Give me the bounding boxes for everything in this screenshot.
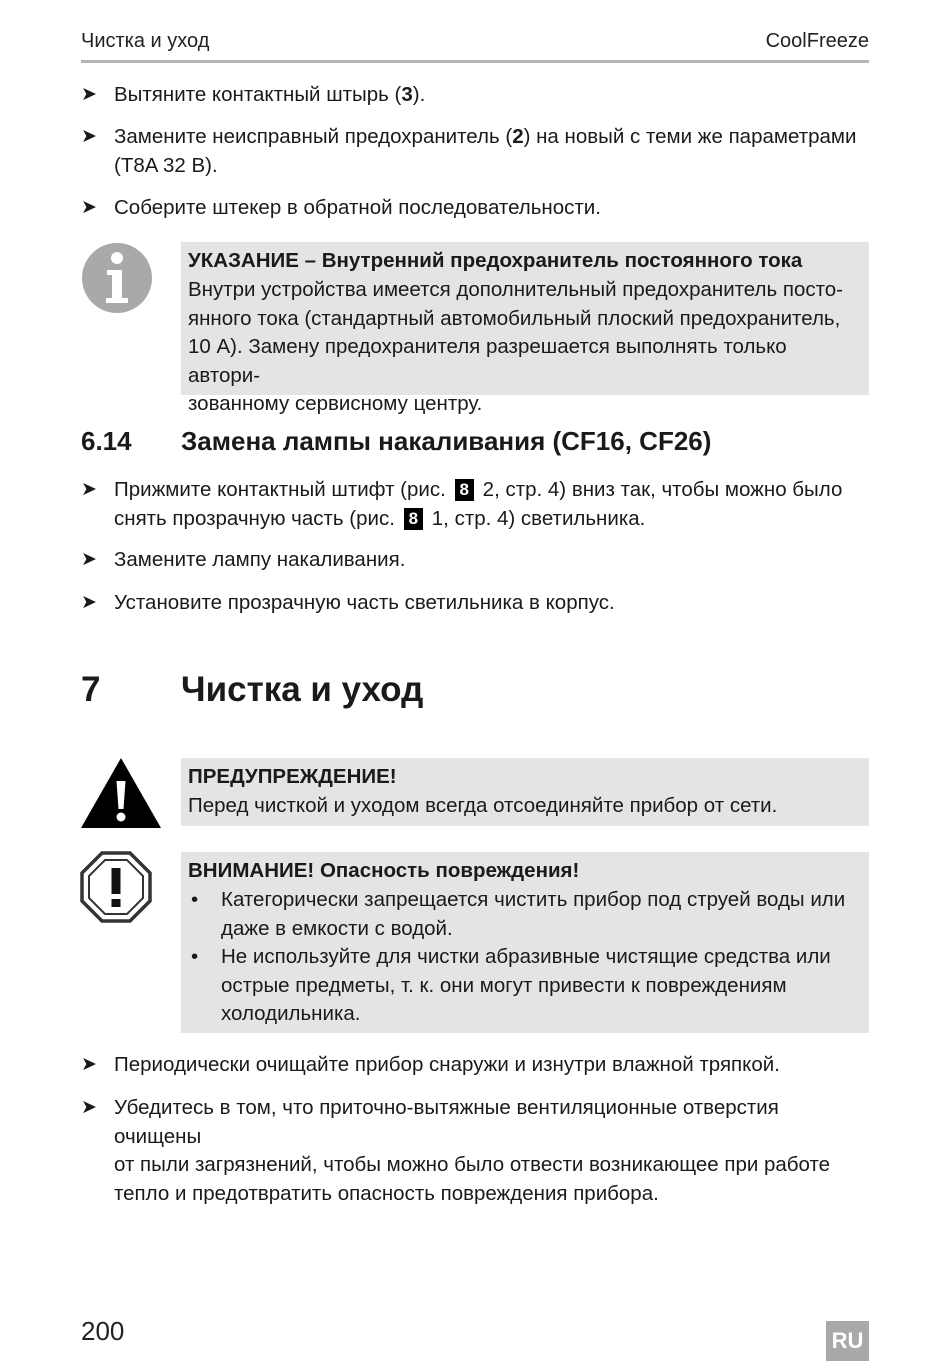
- chapter-title: Чистка и уход: [181, 670, 424, 709]
- figure-ref-badge: 8: [455, 479, 474, 501]
- arrow-icon: ➤: [81, 479, 97, 500]
- note-line: Внутри устройства имеется дополнительный предохранитель посто-: [188, 278, 843, 301]
- step-item: ➤ Замените неисправный предохранитель (2) на новый с теми же параметрами (T8A 32 В).: [81, 125, 857, 177]
- language-badge: RU: [826, 1321, 869, 1361]
- bullet-dot-icon: •: [191, 945, 199, 968]
- arrow-icon: ➤: [81, 84, 97, 105]
- arrow-icon: ➤: [81, 197, 97, 218]
- step-item: ➤ Установите прозрачную часть светильника в корпус.: [81, 589, 871, 618]
- info-icon: [81, 242, 153, 314]
- warning-triangle-icon: [80, 757, 162, 829]
- note-box: [181, 242, 869, 415]
- note-line: янного тока (стандартный автомобильный плоский предохранитель,: [188, 306, 841, 330]
- arrow-icon: ➤: [81, 592, 97, 613]
- arrow-icon: ➤: [81, 1054, 97, 1075]
- warning-text: Перед чисткой и уходом всегда отсоединяйте прибор от сети.: [188, 794, 778, 817]
- note-line: 10 А). Замену предохранителя разрешается выполнять только автори-: [188, 335, 787, 387]
- running-header-brand: CoolFreeze: [765, 30, 869, 52]
- caution-bullet: • Не используйте для чистки абразивные чистящие средства или острые предметы, т. к. они могут привести к повреждениям холодильника.: [191, 945, 831, 1025]
- caution-box: [181, 852, 869, 1033]
- header-rule: [81, 60, 869, 63]
- section-title: Замена лампы накаливания (CF16, CF26): [181, 426, 712, 456]
- warning-title: ПРЕДУПРЕЖДЕНИЕ!: [188, 765, 397, 788]
- bullet-dot-icon: •: [191, 888, 199, 911]
- running-header-section: Чистка и уход: [81, 30, 210, 52]
- warning-box: [181, 758, 869, 826]
- arrow-icon: ➤: [81, 126, 97, 147]
- caution-bullet: • Категорически запрещается чистить прибор под струей воды или даже в емкости с водой.: [191, 888, 846, 940]
- note-title: УКАЗАНИЕ – Внутренний предохранитель постоянного тока: [188, 249, 803, 272]
- step-item: ➤ Замените лампу накаливания.: [81, 546, 871, 575]
- page-number: 200: [81, 1316, 125, 1346]
- figure-ref-badge: 8: [404, 508, 423, 530]
- caution-octagon-icon: [80, 851, 152, 923]
- arrow-icon: ➤: [81, 549, 97, 570]
- arrow-icon: ➤: [81, 1097, 97, 1118]
- section-number: 6.14: [81, 426, 132, 456]
- step-item: ➤ Периодически очищайте прибор снаружи и изнутри влажной тряпкой.: [81, 1051, 871, 1080]
- chapter-number: 7: [81, 670, 101, 709]
- caution-title: ВНИМАНИЕ! Опасность повреждения!: [188, 859, 580, 882]
- step-item: ➤ Прижмите контактный штифт (рис. 8 2, стр. 4) вниз так, чтобы можно было снять прозрачную часть (рис. 8 1, стр. 4) светильника.: [81, 478, 843, 530]
- step-item: ➤ Убедитесь в том, что приточно-вытяжные вентиляционные отверстия очищены от пыли загрязнений, чтобы можно было отвести возникающее при работе тепло и предотвратить опасность повреждения прибора.: [81, 1096, 831, 1205]
- note-line: зованному сервисному центру.: [188, 392, 483, 415]
- step-item: ➤ Вытяните контактный штырь (3).: [81, 81, 871, 110]
- step-item: ➤ Соберите штекер в обратной последовательности.: [81, 194, 871, 223]
